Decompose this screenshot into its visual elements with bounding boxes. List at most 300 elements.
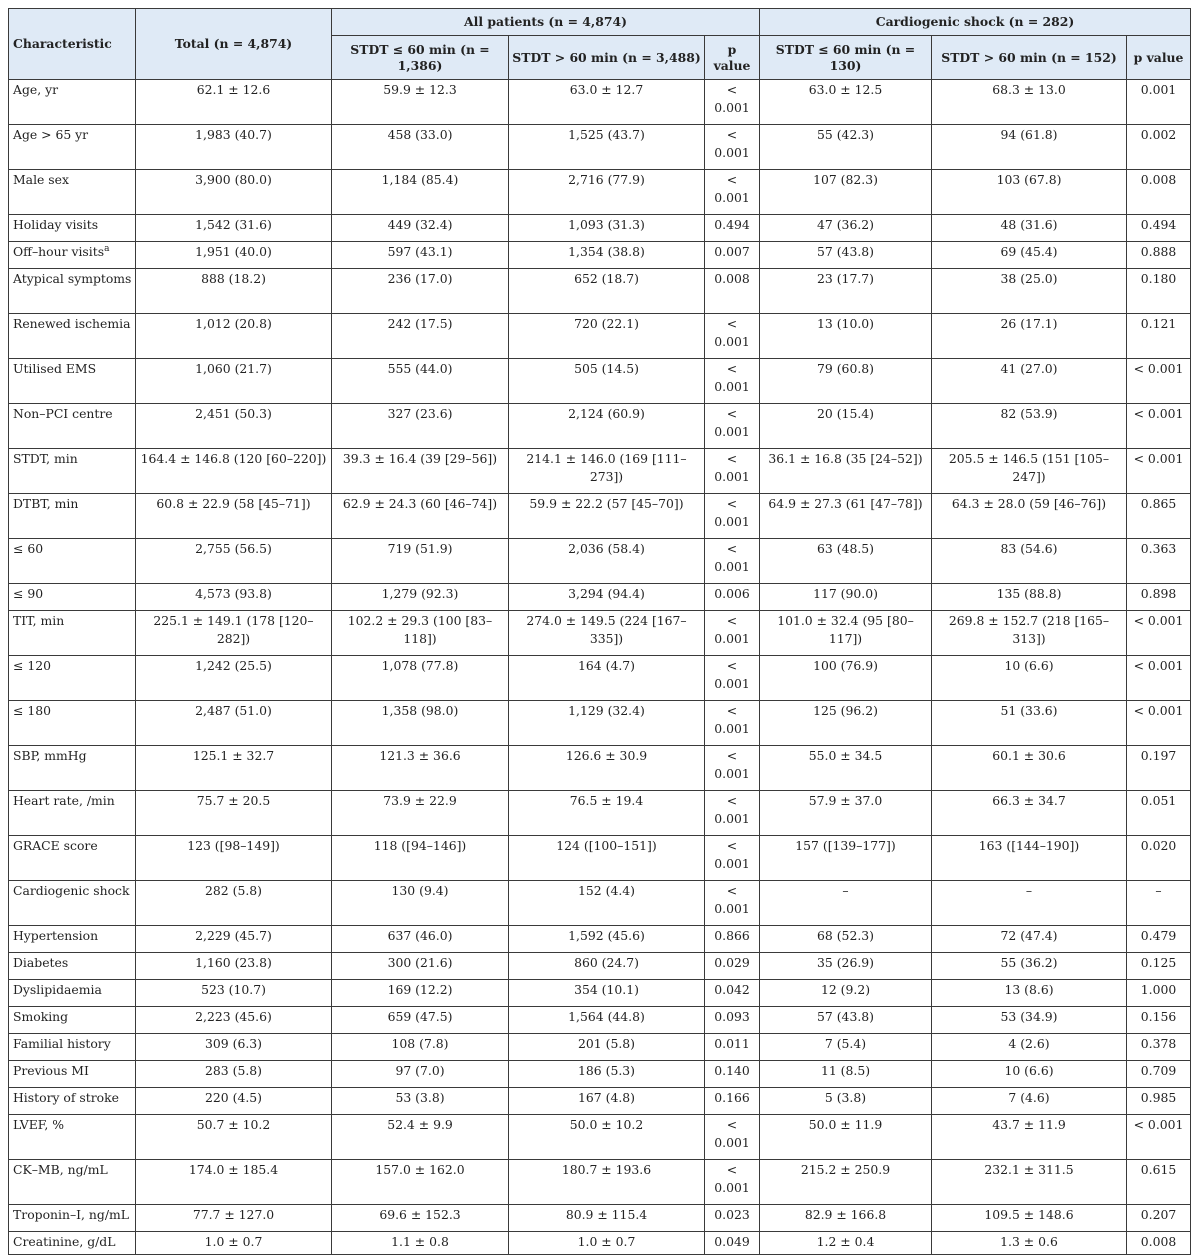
row-label bbox=[9, 1034, 136, 1061]
cell-total: 225.1 ± 149.1 (178 [120–282]) bbox=[136, 611, 332, 656]
row-label bbox=[9, 746, 136, 791]
cell-all-stdt-gt60: 167 (4.8) bbox=[509, 1088, 705, 1115]
cell-all-stdt-le60: 157.0 ± 162.0 bbox=[332, 1160, 509, 1205]
header-shock-stdt-le60: STDT ≤ 60 min (n = 130) bbox=[760, 36, 932, 80]
cell-total: 1,060 (21.7) bbox=[136, 359, 332, 404]
cell-total: 60.8 ± 22.9 (58 [45–71]) bbox=[136, 494, 332, 539]
table-row bbox=[9, 1205, 1191, 1232]
row-label-text: Cardiogenic shock bbox=[13, 883, 130, 898]
cell-shock-stdt-le60: 35 (26.9) bbox=[760, 953, 932, 980]
cell-shock-p-value: 0.001 bbox=[1127, 80, 1191, 125]
cell-shock-p-value: 1.000 bbox=[1127, 980, 1191, 1007]
cell-shock-stdt-le60: 11 (8.5) bbox=[760, 1061, 932, 1088]
cell-all-p-value: 0.007 bbox=[705, 242, 760, 269]
row-label-text: History of stroke bbox=[13, 1090, 119, 1105]
cell-shock-stdt-gt60: 83 (54.6) bbox=[932, 539, 1127, 584]
row-label bbox=[9, 656, 136, 701]
cell-total: 174.0 ± 185.4 bbox=[136, 1160, 332, 1205]
cell-all-stdt-le60: 73.9 ± 22.9 bbox=[332, 791, 509, 836]
cell-shock-stdt-le60: 63.0 ± 12.5 bbox=[760, 80, 932, 125]
row-label bbox=[9, 215, 136, 242]
cell-all-stdt-gt60: 164 (4.7) bbox=[509, 656, 705, 701]
cell-all-stdt-le60: 458 (33.0) bbox=[332, 125, 509, 170]
cell-all-stdt-gt60: 1.0 ± 0.7 bbox=[509, 1232, 705, 1255]
cell-shock-stdt-gt60: 109.5 ± 148.6 bbox=[932, 1205, 1127, 1232]
cell-all-p-value: < 0.001 bbox=[705, 494, 760, 539]
cell-all-stdt-le60: 102.2 ± 29.3 (100 [83–118]) bbox=[332, 611, 509, 656]
table-row bbox=[9, 80, 1191, 125]
cell-all-stdt-le60: 637 (46.0) bbox=[332, 926, 509, 953]
cell-shock-stdt-le60: 20 (15.4) bbox=[760, 404, 932, 449]
cell-all-p-value: < 0.001 bbox=[705, 746, 760, 791]
row-label bbox=[9, 611, 136, 656]
cell-all-p-value: < 0.001 bbox=[705, 791, 760, 836]
cell-shock-p-value: < 0.001 bbox=[1127, 656, 1191, 701]
cell-shock-p-value: 0.180 bbox=[1127, 269, 1191, 314]
cell-all-stdt-gt60: 505 (14.5) bbox=[509, 359, 705, 404]
cell-all-stdt-le60: 121.3 ± 36.6 bbox=[332, 746, 509, 791]
header-shock-p-value: p value bbox=[1127, 36, 1191, 80]
row-label bbox=[9, 1160, 136, 1205]
cell-all-stdt-gt60: 2,036 (58.4) bbox=[509, 539, 705, 584]
cell-shock-stdt-le60: 36.1 ± 16.8 (35 [24–52]) bbox=[760, 449, 932, 494]
cell-shock-p-value: < 0.001 bbox=[1127, 404, 1191, 449]
cell-shock-p-value: 0.888 bbox=[1127, 242, 1191, 269]
cell-all-stdt-gt60: 1,129 (32.4) bbox=[509, 701, 705, 746]
header-group-cardiogenic-shock: Cardiogenic shock (n = 282) bbox=[760, 9, 1191, 36]
row-label bbox=[9, 1205, 136, 1232]
cell-shock-stdt-le60: 57 (43.8) bbox=[760, 1007, 932, 1034]
cell-total: 283 (5.8) bbox=[136, 1061, 332, 1088]
table-row bbox=[9, 1034, 1191, 1061]
cell-total: 523 (10.7) bbox=[136, 980, 332, 1007]
table-row bbox=[9, 656, 1191, 701]
cell-total: 1,951 (40.0) bbox=[136, 242, 332, 269]
cell-shock-stdt-le60: 12 (9.2) bbox=[760, 980, 932, 1007]
cell-total: 75.7 ± 20.5 bbox=[136, 791, 332, 836]
cell-total: 309 (6.3) bbox=[136, 1034, 332, 1061]
cell-all-stdt-gt60: 3,294 (94.4) bbox=[509, 584, 705, 611]
table-row bbox=[9, 359, 1191, 404]
cell-shock-stdt-le60: 101.0 ± 32.4 (95 [80–117]) bbox=[760, 611, 932, 656]
cell-shock-stdt-gt60: 43.7 ± 11.9 bbox=[932, 1115, 1127, 1160]
cell-shock-p-value: < 0.001 bbox=[1127, 611, 1191, 656]
row-label bbox=[9, 791, 136, 836]
row-label bbox=[9, 404, 136, 449]
cell-shock-stdt-le60: 55.0 ± 34.5 bbox=[760, 746, 932, 791]
cell-all-stdt-le60: 1,358 (98.0) bbox=[332, 701, 509, 746]
cell-total: 220 (4.5) bbox=[136, 1088, 332, 1115]
row-label-text: Diabetes bbox=[13, 955, 69, 970]
table-row bbox=[9, 953, 1191, 980]
row-label bbox=[9, 125, 136, 170]
cell-all-p-value: < 0.001 bbox=[705, 611, 760, 656]
row-label-text: ≤ 90 bbox=[13, 586, 44, 601]
cell-all-p-value: < 0.001 bbox=[705, 404, 760, 449]
cell-all-p-value: < 0.001 bbox=[705, 1115, 760, 1160]
cell-all-p-value: < 0.001 bbox=[705, 836, 760, 881]
cell-shock-stdt-le60: 157 ([139–177]) bbox=[760, 836, 932, 881]
table-row bbox=[9, 926, 1191, 953]
row-label bbox=[9, 701, 136, 746]
row-label bbox=[9, 926, 136, 953]
row-label bbox=[9, 539, 136, 584]
cell-all-p-value: 0.140 bbox=[705, 1061, 760, 1088]
cell-all-p-value: < 0.001 bbox=[705, 701, 760, 746]
cell-shock-stdt-gt60: 26 (17.1) bbox=[932, 314, 1127, 359]
table-row bbox=[9, 746, 1191, 791]
header-shock-stdt-gt60: STDT > 60 min (n = 152) bbox=[932, 36, 1127, 80]
table-row bbox=[9, 1115, 1191, 1160]
row-label-text: Creatinine, g/dL bbox=[13, 1234, 116, 1249]
cell-total: 3,900 (80.0) bbox=[136, 170, 332, 215]
cell-shock-p-value: 0.020 bbox=[1127, 836, 1191, 881]
cell-all-p-value: < 0.001 bbox=[705, 881, 760, 926]
cell-shock-stdt-gt60: 68.3 ± 13.0 bbox=[932, 80, 1127, 125]
table-row bbox=[9, 125, 1191, 170]
cell-shock-stdt-le60: 107 (82.3) bbox=[760, 170, 932, 215]
cell-all-p-value: < 0.001 bbox=[705, 539, 760, 584]
cell-all-stdt-gt60: 180.7 ± 193.6 bbox=[509, 1160, 705, 1205]
table-row bbox=[9, 791, 1191, 836]
cell-shock-stdt-gt60: 103 (67.8) bbox=[932, 170, 1127, 215]
cell-all-stdt-gt60: 80.9 ± 115.4 bbox=[509, 1205, 705, 1232]
cell-shock-stdt-le60: 63 (48.5) bbox=[760, 539, 932, 584]
cell-all-p-value: < 0.001 bbox=[705, 449, 760, 494]
row-label bbox=[9, 359, 136, 404]
table-row bbox=[9, 1061, 1191, 1088]
cell-all-stdt-le60: 300 (21.6) bbox=[332, 953, 509, 980]
cell-shock-stdt-gt60: 4 (2.6) bbox=[932, 1034, 1127, 1061]
cell-all-p-value: 0.006 bbox=[705, 584, 760, 611]
cell-all-p-value: 0.494 bbox=[705, 215, 760, 242]
row-label-text: Hypertension bbox=[13, 928, 99, 943]
cell-all-stdt-le60: 130 (9.4) bbox=[332, 881, 509, 926]
characteristics-table bbox=[8, 8, 1191, 1255]
table-row bbox=[9, 1160, 1191, 1205]
cell-shock-stdt-gt60: 13 (8.6) bbox=[932, 980, 1127, 1007]
cell-shock-p-value: 0.121 bbox=[1127, 314, 1191, 359]
cell-shock-stdt-gt60: 41 (27.0) bbox=[932, 359, 1127, 404]
table-row bbox=[9, 170, 1191, 215]
cell-shock-stdt-gt60: – bbox=[932, 881, 1127, 926]
row-label bbox=[9, 494, 136, 539]
cell-shock-stdt-gt60: 64.3 ± 28.0 (59 [46–76]) bbox=[932, 494, 1127, 539]
cell-shock-p-value: 0.008 bbox=[1127, 170, 1191, 215]
cell-shock-stdt-le60: 5 (3.8) bbox=[760, 1088, 932, 1115]
cell-shock-p-value: 0.197 bbox=[1127, 746, 1191, 791]
cell-all-stdt-le60: 1,279 (92.3) bbox=[332, 584, 509, 611]
cell-all-stdt-gt60: 186 (5.3) bbox=[509, 1061, 705, 1088]
header-all-stdt-le60: STDT ≤ 60 min (n = 1,386) bbox=[332, 36, 509, 80]
cell-shock-p-value: 0.363 bbox=[1127, 539, 1191, 584]
header-all-stdt-gt60: STDT > 60 min (n = 3,488) bbox=[509, 36, 705, 80]
table-row bbox=[9, 314, 1191, 359]
cell-shock-stdt-gt60: 48 (31.6) bbox=[932, 215, 1127, 242]
cell-all-stdt-gt60: 652 (18.7) bbox=[509, 269, 705, 314]
cell-all-stdt-le60: 62.9 ± 24.3 (60 [46–74]) bbox=[332, 494, 509, 539]
row-label-text: ≤ 60 bbox=[13, 541, 44, 556]
cell-shock-stdt-gt60: 163 ([144–190]) bbox=[932, 836, 1127, 881]
cell-shock-p-value: 0.378 bbox=[1127, 1034, 1191, 1061]
cell-shock-stdt-le60: 7 (5.4) bbox=[760, 1034, 932, 1061]
cell-all-p-value: < 0.001 bbox=[705, 314, 760, 359]
table-row bbox=[9, 611, 1191, 656]
cell-total: 1,542 (31.6) bbox=[136, 215, 332, 242]
cell-shock-stdt-gt60: 10 (6.6) bbox=[932, 1061, 1127, 1088]
table-header bbox=[9, 9, 1191, 80]
cell-shock-p-value: < 0.001 bbox=[1127, 449, 1191, 494]
row-label-text: Utilised EMS bbox=[13, 361, 97, 376]
row-label-text: Renewed ischemia bbox=[13, 316, 131, 331]
row-label-text: SBP, mmHg bbox=[13, 748, 87, 763]
cell-shock-stdt-le60: 55 (42.3) bbox=[760, 125, 932, 170]
cell-shock-stdt-gt60: 205.5 ± 146.5 (151 [105–247]) bbox=[932, 449, 1127, 494]
cell-all-stdt-le60: 236 (17.0) bbox=[332, 269, 509, 314]
row-label-text: Male sex bbox=[13, 172, 69, 187]
cell-shock-stdt-gt60: 38 (25.0) bbox=[932, 269, 1127, 314]
cell-shock-stdt-gt60: 51 (33.6) bbox=[932, 701, 1127, 746]
cell-shock-stdt-le60: 215.2 ± 250.9 bbox=[760, 1160, 932, 1205]
cell-all-stdt-le60: 659 (47.5) bbox=[332, 1007, 509, 1034]
row-label bbox=[9, 449, 136, 494]
cell-all-p-value: < 0.001 bbox=[705, 170, 760, 215]
cell-all-p-value: < 0.001 bbox=[705, 80, 760, 125]
cell-all-stdt-le60: 719 (51.9) bbox=[332, 539, 509, 584]
row-label bbox=[9, 836, 136, 881]
row-label bbox=[9, 881, 136, 926]
row-label bbox=[9, 1088, 136, 1115]
cell-all-stdt-le60: 169 (12.2) bbox=[332, 980, 509, 1007]
cell-shock-p-value: 0.898 bbox=[1127, 584, 1191, 611]
cell-all-p-value: 0.042 bbox=[705, 980, 760, 1007]
cell-all-stdt-gt60: 63.0 ± 12.7 bbox=[509, 80, 705, 125]
header-total: Total (n = 4,874) bbox=[136, 9, 332, 80]
cell-shock-stdt-gt60: 72 (47.4) bbox=[932, 926, 1127, 953]
cell-all-stdt-gt60: 76.5 ± 19.4 bbox=[509, 791, 705, 836]
row-label-text: ≤ 120 bbox=[13, 658, 51, 673]
table-body bbox=[9, 80, 1191, 1255]
cell-all-p-value: < 0.001 bbox=[705, 359, 760, 404]
table-row bbox=[9, 242, 1191, 269]
row-label-text: Troponin–I, ng/mL bbox=[13, 1207, 129, 1222]
cell-shock-stdt-le60: 1.2 ± 0.4 bbox=[760, 1232, 932, 1255]
row-label bbox=[9, 584, 136, 611]
cell-shock-p-value: 0.479 bbox=[1127, 926, 1191, 953]
row-label bbox=[9, 242, 136, 269]
cell-shock-stdt-gt60: 55 (36.2) bbox=[932, 953, 1127, 980]
cell-all-stdt-gt60: 50.0 ± 10.2 bbox=[509, 1115, 705, 1160]
cell-shock-p-value: 0.494 bbox=[1127, 215, 1191, 242]
cell-all-stdt-le60: 1,078 (77.8) bbox=[332, 656, 509, 701]
cell-all-stdt-gt60: 354 (10.1) bbox=[509, 980, 705, 1007]
cell-shock-stdt-gt60: 60.1 ± 30.6 bbox=[932, 746, 1127, 791]
header-group-all-patients: All patients (n = 4,874) bbox=[332, 9, 760, 36]
row-label-text: Age, yr bbox=[13, 82, 59, 97]
cell-all-p-value: 0.023 bbox=[705, 1205, 760, 1232]
cell-shock-stdt-le60: 100 (76.9) bbox=[760, 656, 932, 701]
cell-all-stdt-gt60: 59.9 ± 22.2 (57 [45–70]) bbox=[509, 494, 705, 539]
cell-total: 125.1 ± 32.7 bbox=[136, 746, 332, 791]
row-label-text: Atypical symptoms bbox=[13, 271, 132, 286]
cell-shock-p-value: 0.615 bbox=[1127, 1160, 1191, 1205]
row-label bbox=[9, 314, 136, 359]
cell-all-stdt-le60: 555 (44.0) bbox=[332, 359, 509, 404]
cell-total: 123 ([98–149]) bbox=[136, 836, 332, 881]
cell-all-stdt-le60: 1,184 (85.4) bbox=[332, 170, 509, 215]
cell-shock-stdt-gt60: 69 (45.4) bbox=[932, 242, 1127, 269]
cell-shock-stdt-gt60: 82 (53.9) bbox=[932, 404, 1127, 449]
table-row bbox=[9, 1232, 1191, 1255]
cell-all-stdt-gt60: 860 (24.7) bbox=[509, 953, 705, 980]
cell-shock-p-value: < 0.001 bbox=[1127, 701, 1191, 746]
cell-total: 62.1 ± 12.6 bbox=[136, 80, 332, 125]
cell-all-stdt-le60: 597 (43.1) bbox=[332, 242, 509, 269]
row-label-text: CK–MB, ng/mL bbox=[13, 1162, 108, 1177]
row-label-text: DTBT, min bbox=[13, 496, 79, 511]
cell-all-p-value: 0.011 bbox=[705, 1034, 760, 1061]
cell-total: 4,573 (93.8) bbox=[136, 584, 332, 611]
cell-shock-p-value: 0.985 bbox=[1127, 1088, 1191, 1115]
cell-shock-stdt-le60: 125 (96.2) bbox=[760, 701, 932, 746]
cell-shock-p-value: 0.008 bbox=[1127, 1232, 1191, 1255]
cell-all-stdt-le60: 39.3 ± 16.4 (39 [29–56]) bbox=[332, 449, 509, 494]
table-row bbox=[9, 449, 1191, 494]
row-label-text: Smoking bbox=[13, 1009, 69, 1024]
cell-all-stdt-le60: 108 (7.8) bbox=[332, 1034, 509, 1061]
cell-shock-p-value: < 0.001 bbox=[1127, 359, 1191, 404]
cell-shock-stdt-le60: 68 (52.3) bbox=[760, 926, 932, 953]
header-characteristic: Characteristic bbox=[9, 9, 136, 80]
row-label bbox=[9, 80, 136, 125]
cell-all-stdt-gt60: 1,525 (43.7) bbox=[509, 125, 705, 170]
cell-all-stdt-le60: 53 (3.8) bbox=[332, 1088, 509, 1115]
cell-all-stdt-le60: 69.6 ± 152.3 bbox=[332, 1205, 509, 1232]
cell-all-stdt-gt60: 1,564 (44.8) bbox=[509, 1007, 705, 1034]
row-label-text: GRACE score bbox=[13, 838, 98, 853]
cell-shock-stdt-gt60: 94 (61.8) bbox=[932, 125, 1127, 170]
cell-shock-stdt-le60: 13 (10.0) bbox=[760, 314, 932, 359]
row-label bbox=[9, 170, 136, 215]
cell-shock-p-value: 0.002 bbox=[1127, 125, 1191, 170]
table-row bbox=[9, 836, 1191, 881]
cell-all-stdt-le60: 327 (23.6) bbox=[332, 404, 509, 449]
cell-all-p-value: 0.093 bbox=[705, 1007, 760, 1034]
cell-total: 2,487 (51.0) bbox=[136, 701, 332, 746]
table-row bbox=[9, 881, 1191, 926]
cell-shock-stdt-le60: 117 (90.0) bbox=[760, 584, 932, 611]
cell-all-stdt-le60: 449 (32.4) bbox=[332, 215, 509, 242]
row-label-text: Dyslipidaemia bbox=[13, 982, 102, 997]
cell-shock-stdt-gt60: 1.3 ± 0.6 bbox=[932, 1232, 1127, 1255]
cell-all-stdt-le60: 118 ([94–146]) bbox=[332, 836, 509, 881]
cell-all-p-value: < 0.001 bbox=[705, 125, 760, 170]
row-label-text: STDT, min bbox=[13, 451, 78, 466]
cell-shock-stdt-le60: 23 (17.7) bbox=[760, 269, 932, 314]
cell-all-stdt-gt60: 201 (5.8) bbox=[509, 1034, 705, 1061]
table-row bbox=[9, 701, 1191, 746]
cell-shock-p-value: 0.709 bbox=[1127, 1061, 1191, 1088]
cell-total: 2,223 (45.6) bbox=[136, 1007, 332, 1034]
cell-shock-stdt-le60: 50.0 ± 11.9 bbox=[760, 1115, 932, 1160]
cell-shock-p-value: < 0.001 bbox=[1127, 1115, 1191, 1160]
cell-all-p-value: 0.049 bbox=[705, 1232, 760, 1255]
cell-shock-p-value: 0.125 bbox=[1127, 953, 1191, 980]
cell-shock-stdt-le60: 57 (43.8) bbox=[760, 242, 932, 269]
table-row bbox=[9, 584, 1191, 611]
cell-total: 1,242 (25.5) bbox=[136, 656, 332, 701]
cell-all-stdt-le60: 97 (7.0) bbox=[332, 1061, 509, 1088]
cell-total: 50.7 ± 10.2 bbox=[136, 1115, 332, 1160]
table-row bbox=[9, 215, 1191, 242]
cell-shock-p-value: 0.051 bbox=[1127, 791, 1191, 836]
table-row bbox=[9, 1088, 1191, 1115]
row-label bbox=[9, 1115, 136, 1160]
cell-all-p-value: 0.008 bbox=[705, 269, 760, 314]
cell-all-p-value: 0.166 bbox=[705, 1088, 760, 1115]
row-label-text: TIT, min bbox=[13, 613, 65, 628]
cell-all-stdt-gt60: 2,716 (77.9) bbox=[509, 170, 705, 215]
cell-total: 1,012 (20.8) bbox=[136, 314, 332, 359]
cell-total: 1,983 (40.7) bbox=[136, 125, 332, 170]
cell-all-stdt-gt60: 720 (22.1) bbox=[509, 314, 705, 359]
cell-all-stdt-le60: 59.9 ± 12.3 bbox=[332, 80, 509, 125]
cell-total: 164.4 ± 146.8 (120 [60–220]) bbox=[136, 449, 332, 494]
cell-total: 1.0 ± 0.7 bbox=[136, 1232, 332, 1255]
cell-shock-stdt-le60: 82.9 ± 166.8 bbox=[760, 1205, 932, 1232]
cell-shock-p-value: 0.865 bbox=[1127, 494, 1191, 539]
row-label-text: Familial history bbox=[13, 1036, 111, 1051]
cell-shock-stdt-gt60: 10 (6.6) bbox=[932, 656, 1127, 701]
cell-all-stdt-le60: 242 (17.5) bbox=[332, 314, 509, 359]
cell-all-stdt-le60: 1.1 ± 0.8 bbox=[332, 1232, 509, 1255]
row-label bbox=[9, 980, 136, 1007]
row-label bbox=[9, 269, 136, 314]
cell-shock-stdt-le60: 57.9 ± 37.0 bbox=[760, 791, 932, 836]
row-label bbox=[9, 1061, 136, 1088]
cell-all-stdt-gt60: 274.0 ± 149.5 (224 [167–335]) bbox=[509, 611, 705, 656]
table-row bbox=[9, 404, 1191, 449]
cell-all-stdt-gt60: 152 (4.4) bbox=[509, 881, 705, 926]
cell-shock-p-value: – bbox=[1127, 881, 1191, 926]
table-row bbox=[9, 980, 1191, 1007]
cell-total: 282 (5.8) bbox=[136, 881, 332, 926]
cell-total: 77.7 ± 127.0 bbox=[136, 1205, 332, 1232]
cell-total: 888 (18.2) bbox=[136, 269, 332, 314]
row-label-text: Age > 65 yr bbox=[13, 127, 89, 142]
cell-all-stdt-gt60: 124 ([100–151]) bbox=[509, 836, 705, 881]
cell-shock-stdt-le60: 79 (60.8) bbox=[760, 359, 932, 404]
header-all-p-value: p value bbox=[705, 36, 760, 80]
cell-shock-stdt-gt60: 135 (88.8) bbox=[932, 584, 1127, 611]
cell-shock-stdt-gt60: 269.8 ± 152.7 (218 [165–313]) bbox=[932, 611, 1127, 656]
row-label-text: Previous MI bbox=[13, 1063, 89, 1078]
row-label-text: Heart rate, /min bbox=[13, 793, 115, 808]
cell-shock-stdt-le60: 47 (36.2) bbox=[760, 215, 932, 242]
row-label-text: Off–hour visits bbox=[13, 244, 105, 259]
cell-shock-stdt-gt60: 53 (34.9) bbox=[932, 1007, 1127, 1034]
cell-total: 2,229 (45.7) bbox=[136, 926, 332, 953]
cell-shock-stdt-gt60: 232.1 ± 311.5 bbox=[932, 1160, 1127, 1205]
cell-all-p-value: < 0.001 bbox=[705, 1160, 760, 1205]
cell-all-p-value: 0.866 bbox=[705, 926, 760, 953]
table-row bbox=[9, 539, 1191, 584]
cell-shock-p-value: 0.156 bbox=[1127, 1007, 1191, 1034]
cell-total: 2,451 (50.3) bbox=[136, 404, 332, 449]
table-row bbox=[9, 494, 1191, 539]
cell-all-p-value: < 0.001 bbox=[705, 656, 760, 701]
table-row bbox=[9, 1007, 1191, 1034]
